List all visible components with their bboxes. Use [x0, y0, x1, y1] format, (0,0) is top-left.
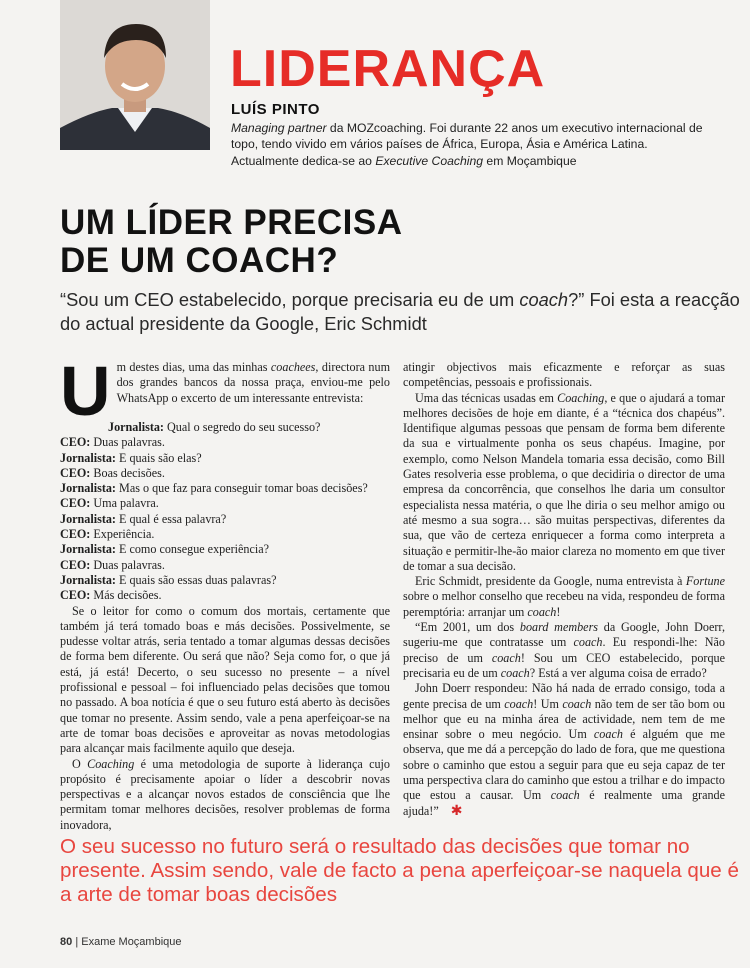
lead-run: ?” Foi esta a reacção do actual presidente da Google, Eric Schmidt	[60, 289, 740, 334]
footer-separator: |	[75, 936, 79, 948]
interview-text: E qual é essa palavra?	[115, 511, 227, 526]
interview-text: Mas o que faz para conseguir tomar boas decisões?	[115, 481, 368, 496]
interview-text: E quais são elas?	[115, 450, 202, 465]
interview-speaker: Jornalista:	[60, 572, 116, 587]
article-paragraph	[403, 574, 725, 620]
interview-speaker: Jornalista:	[60, 450, 116, 465]
text-run: ! Sou um CEO estabelecido, porque precisaria eu de um	[403, 650, 725, 680]
interview-text: Duas palavras.	[90, 557, 165, 572]
headline	[60, 204, 402, 280]
text-run: coach	[562, 696, 592, 711]
text-run: coach	[504, 696, 534, 711]
text-run: . Eu respondi-lhe: Não preciso de um	[403, 635, 725, 665]
text-run: Coaching	[87, 756, 135, 771]
interview-speaker: Jornalista:	[60, 481, 116, 496]
interview-text: E quais são essas duas palavras?	[115, 572, 277, 587]
text-run: não tem de ser tão bom ou melhor que eu na minha área de actividade, nem tem de me ensinar sobre o meu negócio. Um	[403, 696, 726, 742]
interview-line	[60, 573, 390, 588]
interview-text: Experiência.	[90, 527, 155, 542]
text-run: Coaching	[557, 390, 605, 405]
article-paragraph	[403, 620, 725, 681]
interview-text: Más decisões.	[90, 588, 162, 603]
lead-run: coach	[519, 289, 569, 310]
text-run: coach	[593, 727, 623, 742]
page-number: 80	[60, 936, 73, 948]
interview-speaker: CEO:	[60, 588, 91, 603]
interview-text: Boas decisões.	[90, 465, 165, 480]
interview-line	[60, 588, 390, 603]
text-run: Se o leitor for como o comum dos mortais, certamente que também já terá tomado boas e más decisões. Possivelmente, se pudesse voltar atrás, seria tentado a tomar algumas dessas decisões de forma bem diferente. Ou será que não? Seja como for, o que já está, já está! Decerto, o seu sucesso no presente – a nível profissional e pessoal – foi influenciado pelas decisões que tomou no passado. A boa notícia é que o seu futuro está aberto às decisões que tomar no presente. Assim sendo, vale a pena aperfeiçoar-se na arte de tomar boas decisões e aproveitar as novas metodologias para alcançar mais facilmente aquilo que deseja.	[60, 603, 390, 756]
text-run: coach	[500, 665, 530, 680]
article-paragraph	[403, 360, 725, 391]
pull-quote: O seu sucesso no futuro será o resultado das decisões que tomar no presente. Assim sendo, vale de facto a pena aperfeiçoar-se naquela que é a arte de tomar boas decisões	[60, 835, 739, 906]
interview-line	[60, 512, 390, 527]
interview-speaker: CEO:	[60, 527, 91, 542]
interview-speaker: Jornalista:	[60, 511, 116, 526]
text-run: é realmente uma grande ajuda!”	[403, 788, 725, 818]
magazine-name: Exame Moçambique	[81, 936, 182, 948]
text-run: , e que o ajudará a tomar melhores decisões de hoje em diante, é a “técnica dos chapéus”. Identifique algumas pessoas que pensam de forma bem diferente da sua e virtualmente ponha os seus chapéus. Imagine, por exemplo, como Nelson Mandela tomaria essa decisão, como Bill Gates resolveria esse problema, o que decidiria o director de uma empresa da concorrência, que conselhos lhe daria um consultor especialista nessa matéria, o que lhe diria o seu melhor amigo ou até mesmo a sua sogra… são muitas perspectivas, diferentes da sua, que vão de certeza enriquecer a forma como interpreta a situação e permitir-lhe-ão maior clareza no momento em que tiver de tomar a sua decisão.	[403, 390, 725, 573]
author-bio	[231, 120, 711, 169]
text-run: é alguém que me observa, que me dá a percepção do lado de fora, que me questiona sobre o caminho que estou a seguir para que eu seja capaz de ter uma perspectiva clara do caminho que estou a trilhar e do impacto que estou a causar. Um	[403, 727, 726, 803]
interview-speaker: CEO:	[60, 496, 91, 511]
text-run: John Doerr respondeu: Não há nada de errado consigo, toda a gente precisa de um	[403, 681, 725, 711]
article-column-1	[60, 352, 391, 833]
end-of-article-icon: ✱	[450, 803, 463, 819]
article-paragraph	[60, 604, 390, 757]
text-run: coach	[527, 604, 557, 619]
interview-speaker: CEO:	[60, 465, 91, 480]
text-run: ? Está a ver alguma coisa de errado?	[529, 665, 707, 680]
intro-run: , directora num dos grandes bancos da nossa praça, enviou-me pelo WhatsApp o excerto de um interessante entrevista:	[116, 360, 391, 405]
interview-line	[60, 558, 390, 573]
interview-speaker: Jornalista:	[108, 420, 164, 434]
article-paragraph	[403, 391, 725, 575]
interview-line	[60, 496, 390, 511]
text-run: coach	[573, 635, 603, 650]
lead-paragraph	[60, 288, 740, 336]
interview-line	[60, 527, 390, 542]
interview-line	[60, 420, 390, 435]
text-run: atingir objectivos mais eficazmente e reforçar as suas competências, pessoais e profissionais.	[403, 360, 725, 390]
text-run: Uma das técnicas usadas em	[415, 390, 558, 405]
interview-line	[60, 481, 390, 496]
text-run: board members	[519, 620, 599, 635]
author-portrait-icon	[60, 0, 210, 150]
bio-run: Managing partner	[231, 121, 327, 135]
bio-run: da MOZcoaching. Foi durante 22 anos um executivo internacional de topo, tendo vivido em vários países de África, Europa, Ásia e América Latina. Actualmente dedica-se ao	[231, 121, 703, 168]
text-run: da Google, John Doerr, sugeriu-me que contratasse um	[403, 620, 725, 650]
text-run: é uma metodologia de suporte à liderança cujo propósito é precisamente apoiar o líder a descobrir novas perspectivas e a alcançar novos estados de consciência que lhe permitam tomar melhores decisões, resolver problemas de forma inovadora,	[60, 756, 390, 832]
bio-run: Executive Coaching	[375, 153, 484, 168]
article-column-2	[403, 360, 725, 819]
interview-line	[60, 451, 390, 466]
text-run: !	[556, 604, 561, 619]
interview-speaker: CEO:	[60, 557, 91, 572]
author-photo	[60, 0, 210, 150]
interview-speaker: Jornalista:	[60, 542, 116, 557]
interview-text: Uma palavra.	[90, 496, 159, 511]
intro-run: coachees	[270, 360, 316, 374]
text-run: Fortune	[685, 574, 725, 589]
column-1-paragraphs	[60, 604, 390, 833]
headline-line-1: UM LÍDER PRECISA	[60, 203, 403, 242]
text-run: coach	[550, 788, 580, 803]
bio-run: em Moçambique	[483, 153, 577, 168]
text-run: Eric Schmidt, presidente da Google, numa entrevista à	[415, 574, 686, 589]
text-run: sobre o melhor conselho que recebeu na vida, respondeu de forma peremptória: arranjar um	[403, 589, 725, 619]
interview-text: E como consegue experiência?	[115, 542, 270, 557]
interview-text: Qual o segredo do seu sucesso?	[163, 420, 321, 434]
interview-line	[60, 542, 390, 557]
lead-run: “Sou um CEO estabelecido, porque precisaria eu de um	[60, 289, 520, 310]
text-run: “Em 2001, um dos	[415, 620, 520, 635]
intro-run: m destes dias, uma das minhas	[116, 360, 271, 374]
text-run: ! Um	[533, 696, 563, 711]
article-paragraph	[60, 757, 390, 833]
text-run: coach	[491, 650, 521, 665]
interview-line	[60, 435, 390, 450]
drop-cap: U	[60, 352, 111, 430]
headline-line-2: DE UM COACH?	[60, 241, 339, 280]
text-run: O	[72, 756, 88, 771]
page-footer	[60, 936, 182, 948]
author-name: LUÍS PINTO	[231, 101, 320, 118]
section-title: LIDERANÇA	[230, 40, 546, 98]
interview-speaker: CEO:	[60, 435, 91, 450]
article-paragraph	[403, 681, 725, 819]
interview-text: Duas palavras.	[90, 435, 165, 450]
interview-excerpt	[60, 420, 390, 604]
interview-line	[60, 466, 390, 481]
